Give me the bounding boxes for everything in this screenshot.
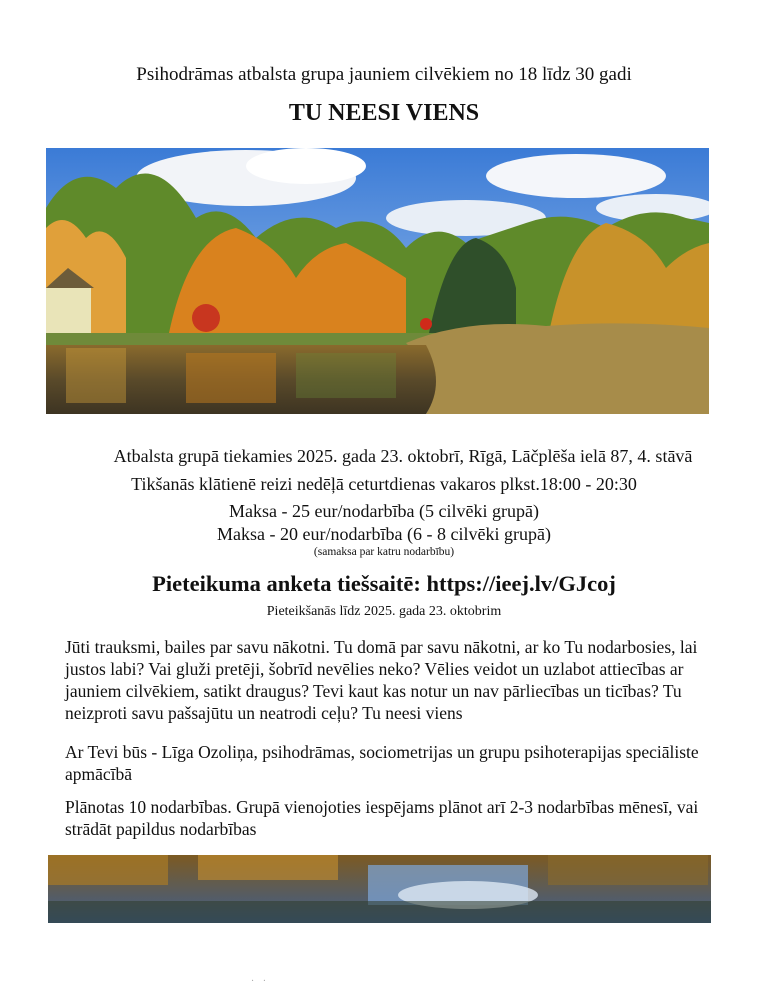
page-title: TU NEESI VIENS [288, 100, 480, 126]
meeting-schedule: Tikšanās klātienē reizi nedēļā ceturtdienas vakaros plkst.18:00 - 20:30 [131, 474, 637, 494]
event-subtitle: Psihodrāmas atbalsta grupa jauniem cilvēkiem no 18 līdz 30 gadi [136, 64, 632, 85]
page-marker: · · [250, 976, 270, 987]
registration-link[interactable]: Pieteikuma anketa tiešsaitē: https://ieej.lv/GJcoj [152, 571, 616, 596]
price-large-group: Maksa - 20 eur/nodarbība (6 - 8 cilvēki grupā) [217, 524, 551, 544]
price-note: (samaksa par katru nodarbību) [313, 546, 455, 558]
lake-reflection-photo [48, 855, 711, 923]
registration-deadline: Pieteikšanās līdz 2025. gada 23. oktobrim [266, 604, 502, 619]
sessions-paragraph: Plānotas 10 nodarbības. Grupā vienojoties iespējams plānot arī 2-3 nodarbības mēnesī, vai strādāt papildus nodarbības [65, 797, 699, 839]
price-small-group: Maksa - 25 eur/nodarbība (5 cilvēki grupā) [229, 501, 539, 521]
meeting-location: Atbalsta grupā tiekamies 2025. gada 23. oktobrī, Rīgā, Lāčplēša ielā 87, 4. stāvā [113, 446, 693, 466]
facilitator-paragraph: Ar Tevi būs - Līga Ozoliņa, psihodrāmas, sociometrijas un grupu psihoterapijas speciāliste apmācībā [65, 742, 699, 784]
intro-paragraph: Jūti trauksmi, bailes par savu nākotni. Tu domā par savu nākotni, ar ko Tu nodarbosies, lai justos labi? Vai gluži pretēji, šobrīd nevēlies neko? Vēlies veidot un uzlabot attiecības ar jauniem cilvēkiem, satikt draugus? Tevi kaut kas notur un nav pārliecības un ticības? Tu neizproti savu pašsajūtu un neatrodi ceļu? Tu neesi viens [65, 637, 698, 723]
autumn-lake-photo [46, 148, 709, 414]
